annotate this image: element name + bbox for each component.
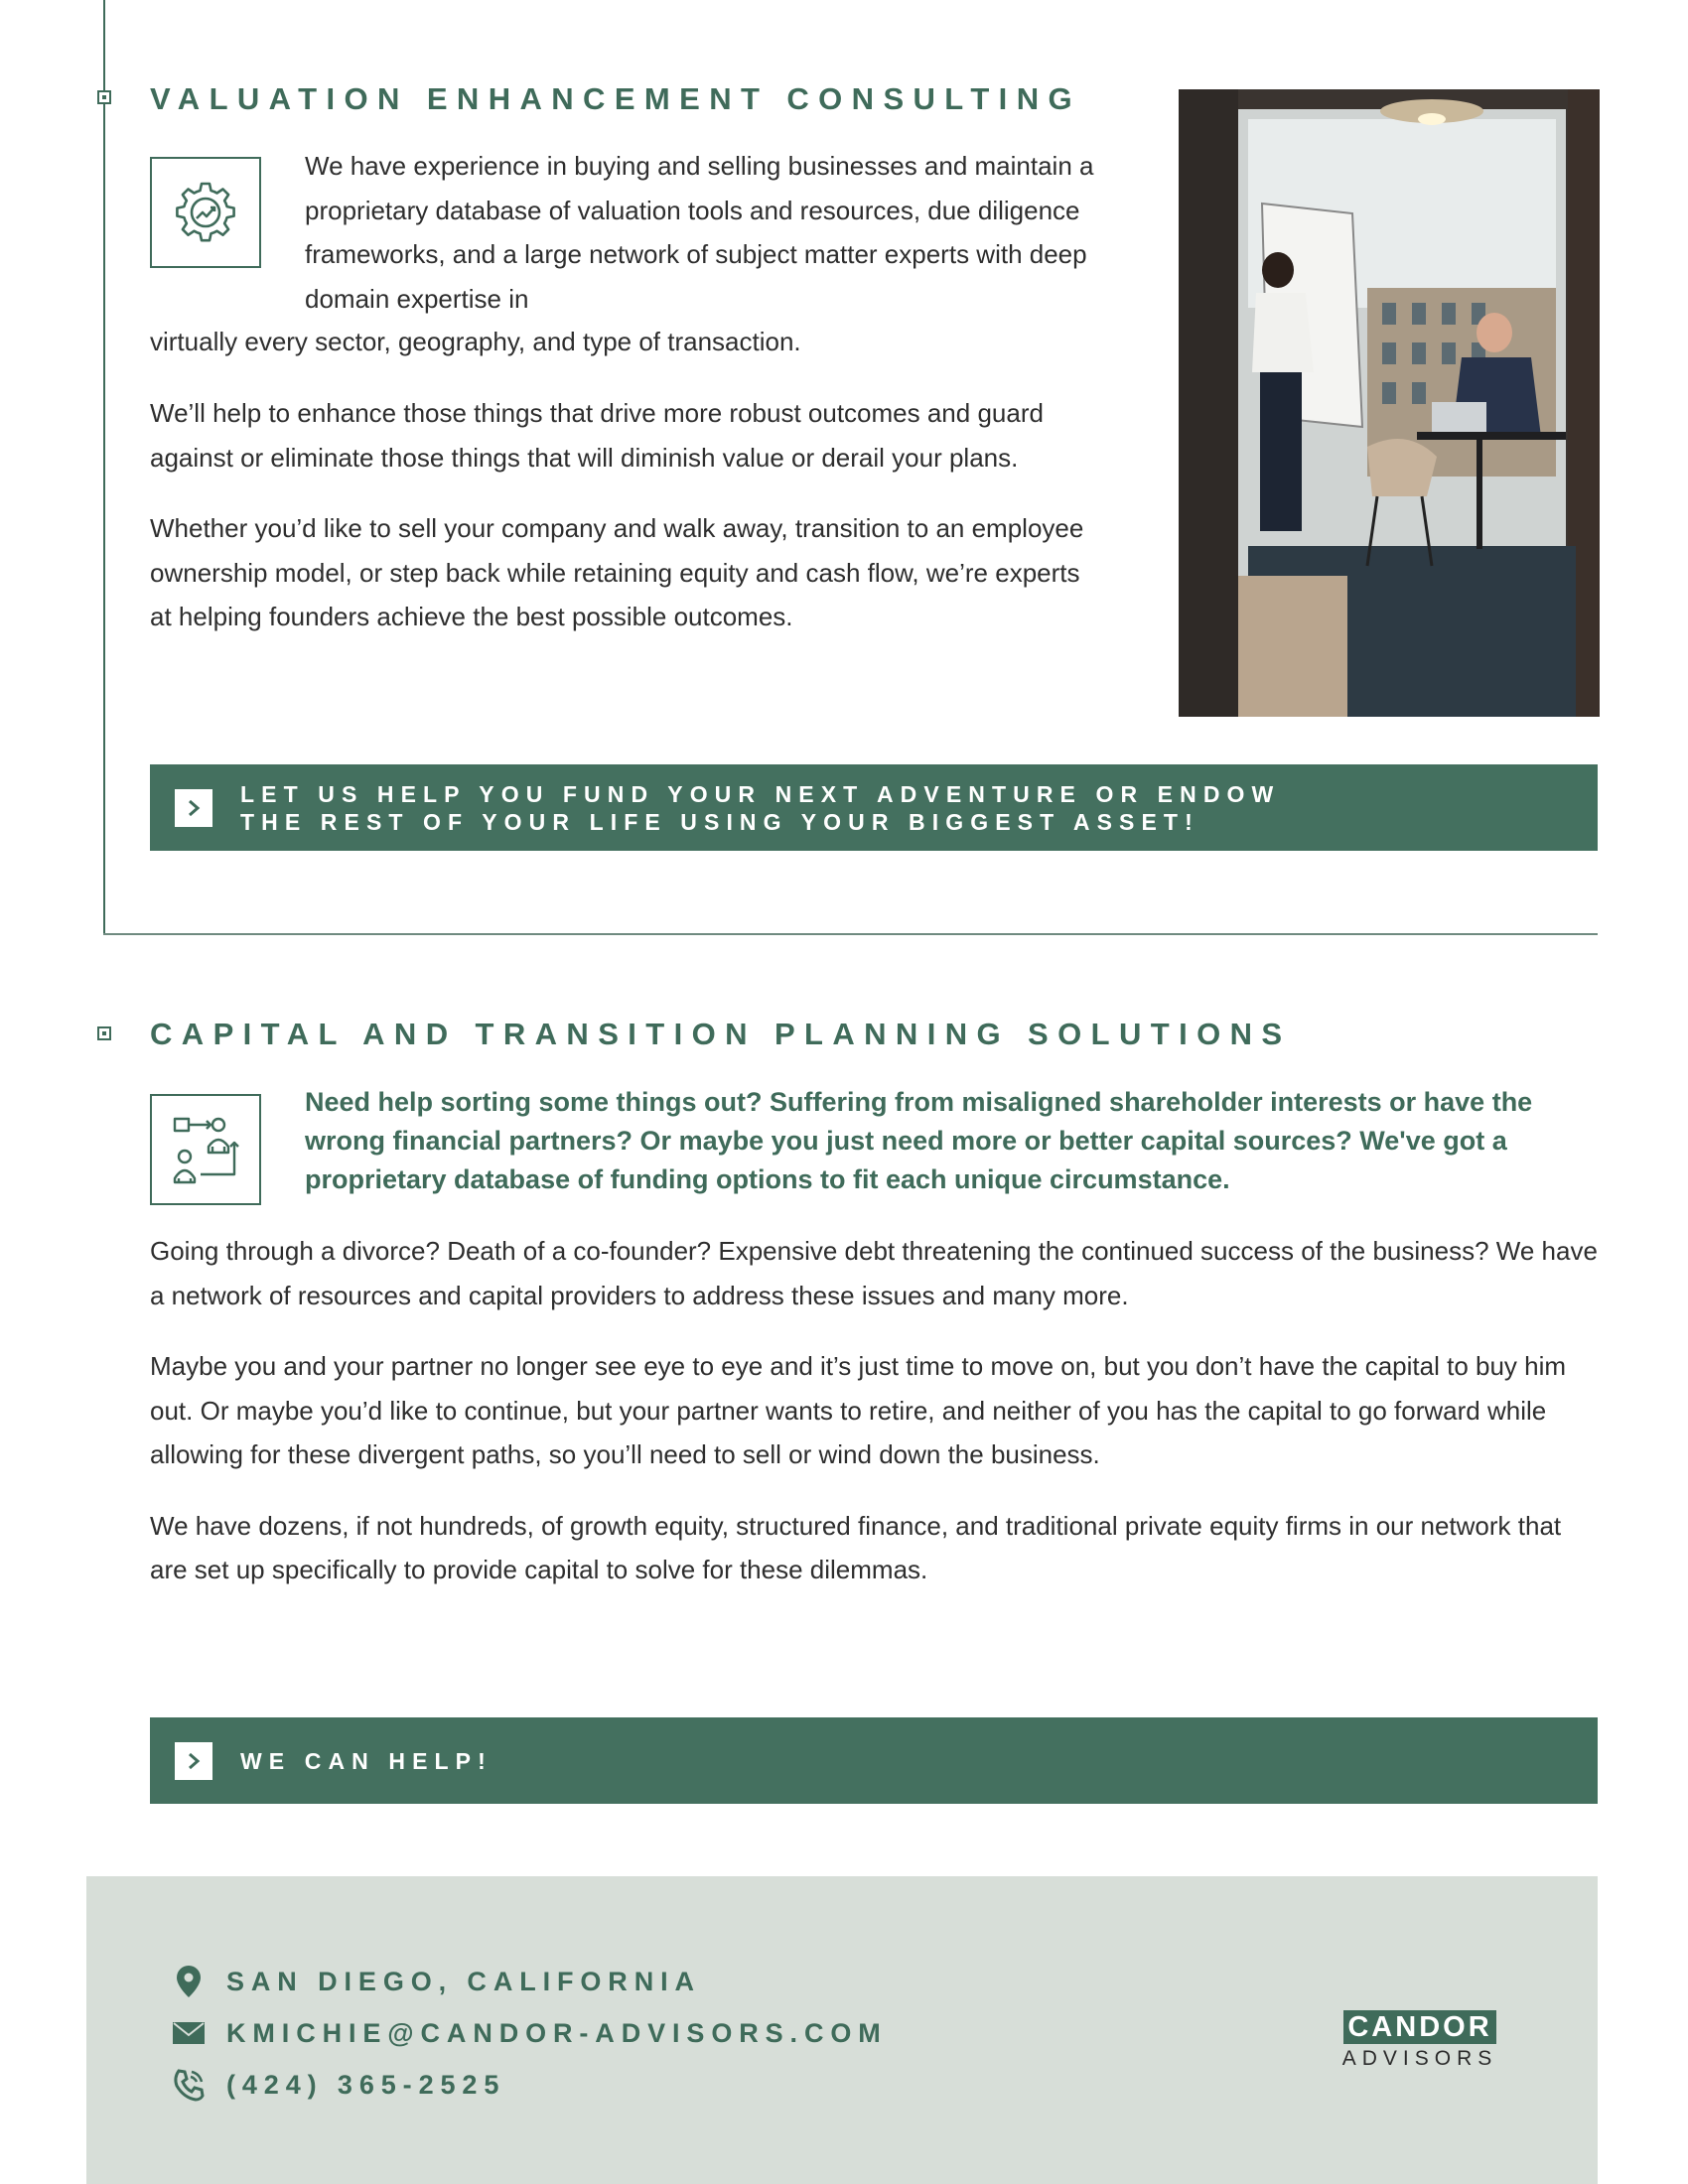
section-divider (103, 933, 1598, 935)
section1-paragraph-1-continued: virtually every sector, geography, and type of transaction. (150, 327, 801, 356)
cta-line-2: THE REST OF YOUR LIFE USING YOUR BIGGEST ASSET! (240, 808, 1199, 835)
section1-paragraph-intro-part (305, 144, 1099, 321)
section1-paragraph-3: Whether you’d like to sell your company and walk away, transition to an employee ownership model, or step back while retaining equity and cash flow, we’re experts at helping founders achieve the best possible outcomes. (150, 513, 1084, 631)
location-pin-icon (171, 1964, 207, 1999)
phone-icon (171, 2067, 207, 2103)
cta-we-can-help-label: WE CAN HELP! (240, 1747, 492, 1774)
section-heading-valuation: VALUATION ENHANCEMENT CONSULTING (150, 81, 1081, 116)
envelope-icon (171, 2015, 207, 2051)
logo-wordmark-bottom: ADVISORS (1341, 2047, 1498, 2070)
section1-paragraph-1: We have experience in buying and selling businesses and maintain a proprietary database of valuation tools and resources, due diligence frameworks, and a large network of subject matter experts with deep domain expertise in (305, 151, 1094, 314)
timeline-line (103, 0, 105, 933)
logo-wordmark-top: CANDOR (1343, 2010, 1495, 2044)
section2-paragraph-2: Maybe you and your partner no longer see eye to eye and it’s just time to move on, but you don’t have the capital to buy him out. Or maybe you’d like to continue, but your partner wants to retire, and neither of you has the capital to go forward while allowing for these divergent paths, so you’ll need to sell or wind down the business. (150, 1351, 1567, 1469)
office-meeting-photo (1179, 89, 1600, 717)
gear-chart-icon (171, 178, 240, 247)
cta-banner-we-can-help[interactable] (150, 1717, 1598, 1804)
location-text: SAN DIEGO, CALIFORNIA (226, 1966, 701, 1996)
people-transition-icon (169, 1113, 242, 1186)
chevron-right-icon (175, 789, 212, 827)
section-heading-capital: CAPITAL AND TRANSITION PLANNING SOLUTIONS (150, 1017, 1292, 1051)
section2-intro: Need help sorting some things out? Suffering from misaligned shareholder interests or have the wrong financial partners? Or maybe you just need more or better capital sources? We've got a proprietary database of funding options to fit each unique circumstance. (305, 1087, 1533, 1194)
contact-phone[interactable] (171, 2067, 505, 2103)
candor-advisors-logo (1331, 2010, 1509, 2072)
contact-location (171, 1964, 701, 1999)
cta-line-1: LET US HELP YOU FUND YOUR NEXT ADVENTURE OR ENDOW (240, 780, 1281, 807)
section1-paragraph-2: We’ll help to enhance those things that drive more robust outcomes and guard against or eliminate those things that will diminish value or derail your plans. (150, 398, 1044, 473)
people-transition-icon-box (150, 1094, 261, 1205)
section2-paragraph-1: Going through a divorce? Death of a co-founder? Expensive debt threatening the continued success of the business? We have a network of resources and capital providers to address these issues and many more. (150, 1236, 1598, 1310)
phone-text[interactable]: (424) 365-2525 (226, 2069, 506, 2100)
contact-email[interactable] (171, 2015, 888, 2051)
section2-paragraph-3: We have dozens, if not hundreds, of growth equity, structured finance, and traditional private equity firms in our network that are set up specifically to provide capital to solve for these dilemmas. (150, 1510, 1562, 1584)
timeline-marker (97, 1026, 111, 1040)
chevron-right-icon (175, 1742, 212, 1780)
cta-banner-fund-adventure[interactable] (150, 764, 1598, 851)
timeline-marker (97, 90, 111, 104)
gear-chart-icon-box (150, 157, 261, 268)
email-link[interactable]: KMICHIE@CANDOR-ADVISORS.COM (226, 2017, 888, 2048)
